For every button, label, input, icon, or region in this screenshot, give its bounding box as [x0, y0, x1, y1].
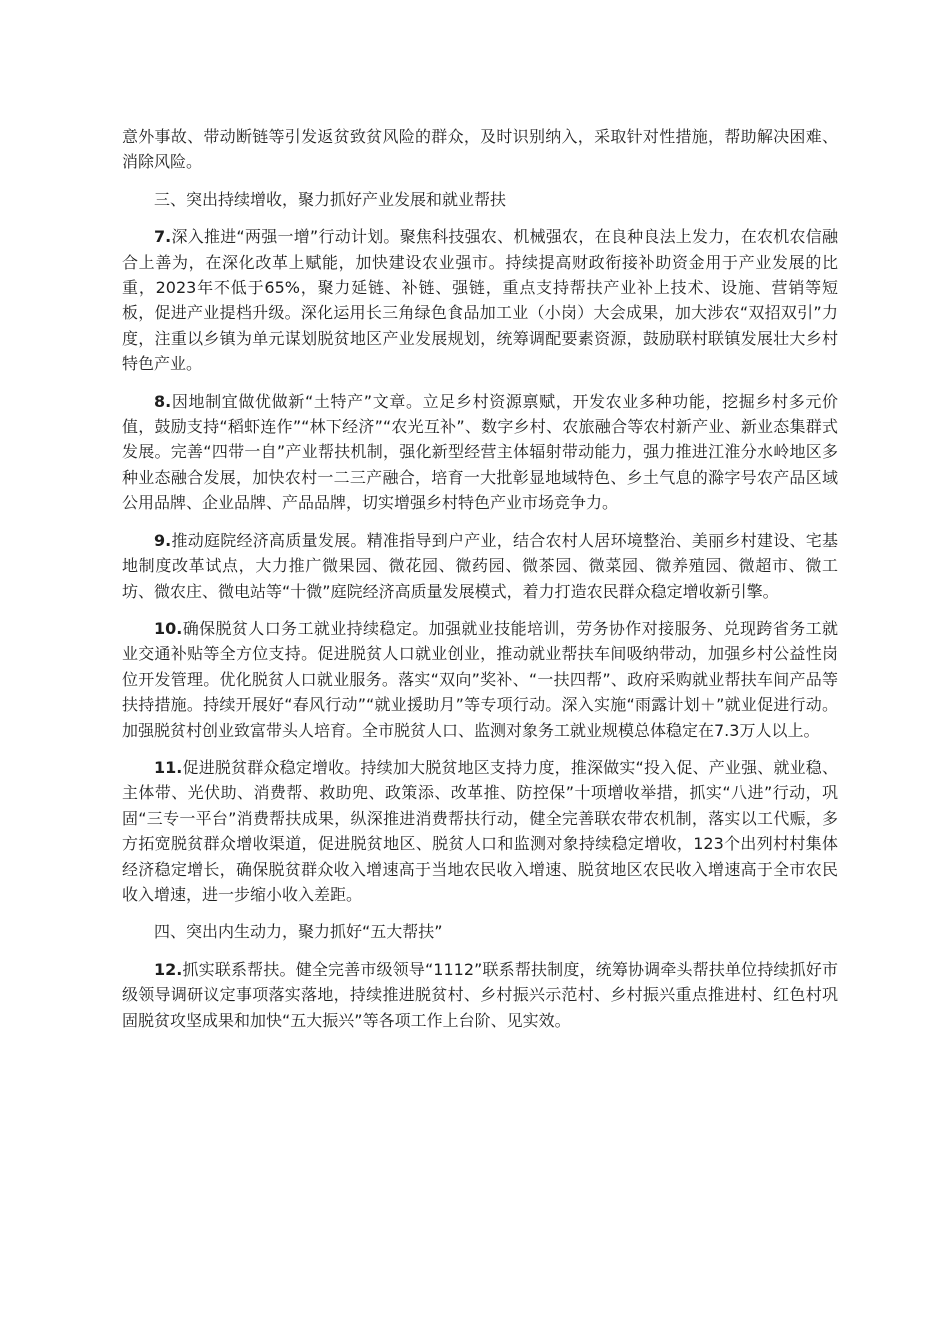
section-heading-4: 四、突出内生动力，聚力抓好“五大帮扶” [154, 922, 443, 942]
item-body: 加强就业技能培训，劳务协作对接服务、兑现跨省务工就业交通补贴等全方位支持。促进脱贫人口就业创业，推动就业帮扶车间吸纳带动，加强乡村公益性岗位开发管理。优化脱贫人口就业服务。落实“双向”奖补、“一扶四帮”、政府采购就业帮扶车间产品等扶持措施。持续开展好“春风行动”“就业援助月”等专项行动。深入实施“雨露计划＋”就业促进行动。加强脱贫村创业致富带头人培育。全市脱贫人口、监测对象务工就业规模总体稳定在7.3万人以上。 [122, 618, 838, 740]
item-paragraph-12 [122, 957, 838, 1033]
item-title: 抓实联系帮扶。 [182, 959, 296, 979]
item-title: 促进脱贫群众稳定增收。 [182, 757, 361, 777]
item-body: 精准指导到户产业，结合农村人居环境整治、美丽乡村建设、宅基地制度改革试点，大力推广微果园、微花园、微药园、微茶园、微菜园、微养殖园、微超市、微工坊、微农庄、微电站等“十微”庭院经济高质量发展模式，着力打造农民群众稳定增收新引擎。 [122, 530, 838, 601]
section-heading-3: 三、突出持续增收，聚力抓好产业发展和就业帮扶 [154, 189, 507, 209]
item-number: 9. [154, 530, 172, 550]
item-title: 因地制宜做优做新“土特产”文章。 [171, 391, 423, 411]
item-title: 推动庭院经济高质量发展。 [171, 530, 367, 550]
item-paragraph-9 [122, 528, 838, 604]
item-number: 7. [154, 227, 172, 247]
item-paragraph-10 [122, 616, 838, 743]
item-number: 11. [154, 757, 183, 777]
item-paragraph-11 [122, 755, 838, 907]
continuation-paragraph: 意外事故、带动断链等引发返贫致贫风险的群众，及时识别纳入，采取针对性措施，帮助解决困难、消除风险。 [122, 127, 838, 172]
item-title: 确保脱贫人口务工就业持续稳定。 [182, 618, 429, 638]
item-body: 聚焦科技强农、机械强农，在良种良法上发力，在农机农信融合上善为，在深化改革上赋能，加快建设农业强市。持续提高财政衔接补助资金用于产业发展的比重，2023年不低于65%，聚力延链、补链、强链，重点支持帮扶产业补上技术、设施、营销等短板，促进产业提档升级。深化运用长三角绿色食品加工业（小岗）大会成果，加大涉农“双招双引”力度，注重以乡镇为单元谋划脱贫地区产业发展规划，统筹调配要素资源，鼓励联村联镇发展壮大乡村特色产业。 [122, 227, 838, 374]
item-title: 深入推进“两强一增”行动计划。 [171, 227, 400, 247]
item-number: 10. [154, 618, 183, 638]
item-number: 8. [154, 391, 172, 411]
item-paragraph-8 [122, 389, 838, 516]
item-body: 健全完善市级领导“1112”联系帮扶制度，统筹协调牵头帮扶单位持续抓好市级领导调研议定事项落实落地，持续推进脱贫村、乡村振兴示范村、乡村振兴重点推进村、红色村巩固脱贫攻坚成果和加快“五大振兴”等各项工作上台阶、见实效。 [122, 959, 838, 1030]
item-body: 立足乡村资源禀赋，开发农业多种功能，挖掘乡村多元价值，鼓励支持“稻虾连作”“林下经济”“农光互补”、数字乡村、农旅融合等农村新产业、新业态集群式发展。完善“四带一自”产业帮扶机制，强化新型经营主体辐射带动能力，强力推进江淮分水岭地区多种业态融合发展，加快农村一二三产融合，培育一大批彰显地域特色、乡土气息的滁字号农产品区域公用品牌、企业品牌、产品品牌，切实增强乡村特色产业市场竞争力。 [122, 391, 838, 513]
item-number: 12. [154, 959, 183, 979]
document-body [122, 124, 838, 1033]
item-body: 持续加大脱贫地区支持力度，推深做实“投入促、产业强、就业稳、主体带、光伏助、消费帮、救助兜、政策添、改革推、防控保”十项增收举措，抓实“八进”行动，巩固“三专一平台”消费帮扶成果，纵深推进消费帮扶行动，健全完善联农带农机制，落实以工代赈，多方拓宽脱贫群众增收渠道，促进脱贫地区、脱贫人口和监测对象持续稳定增收，123个出列村村集体经济稳定增长，确保脱贫群众收入增速高于当地农民收入增速、脱贫地区农民收入增速高于全市农民收入增速，进一步缩小收入差距。 [122, 757, 838, 904]
item-paragraph-7 [122, 224, 838, 376]
